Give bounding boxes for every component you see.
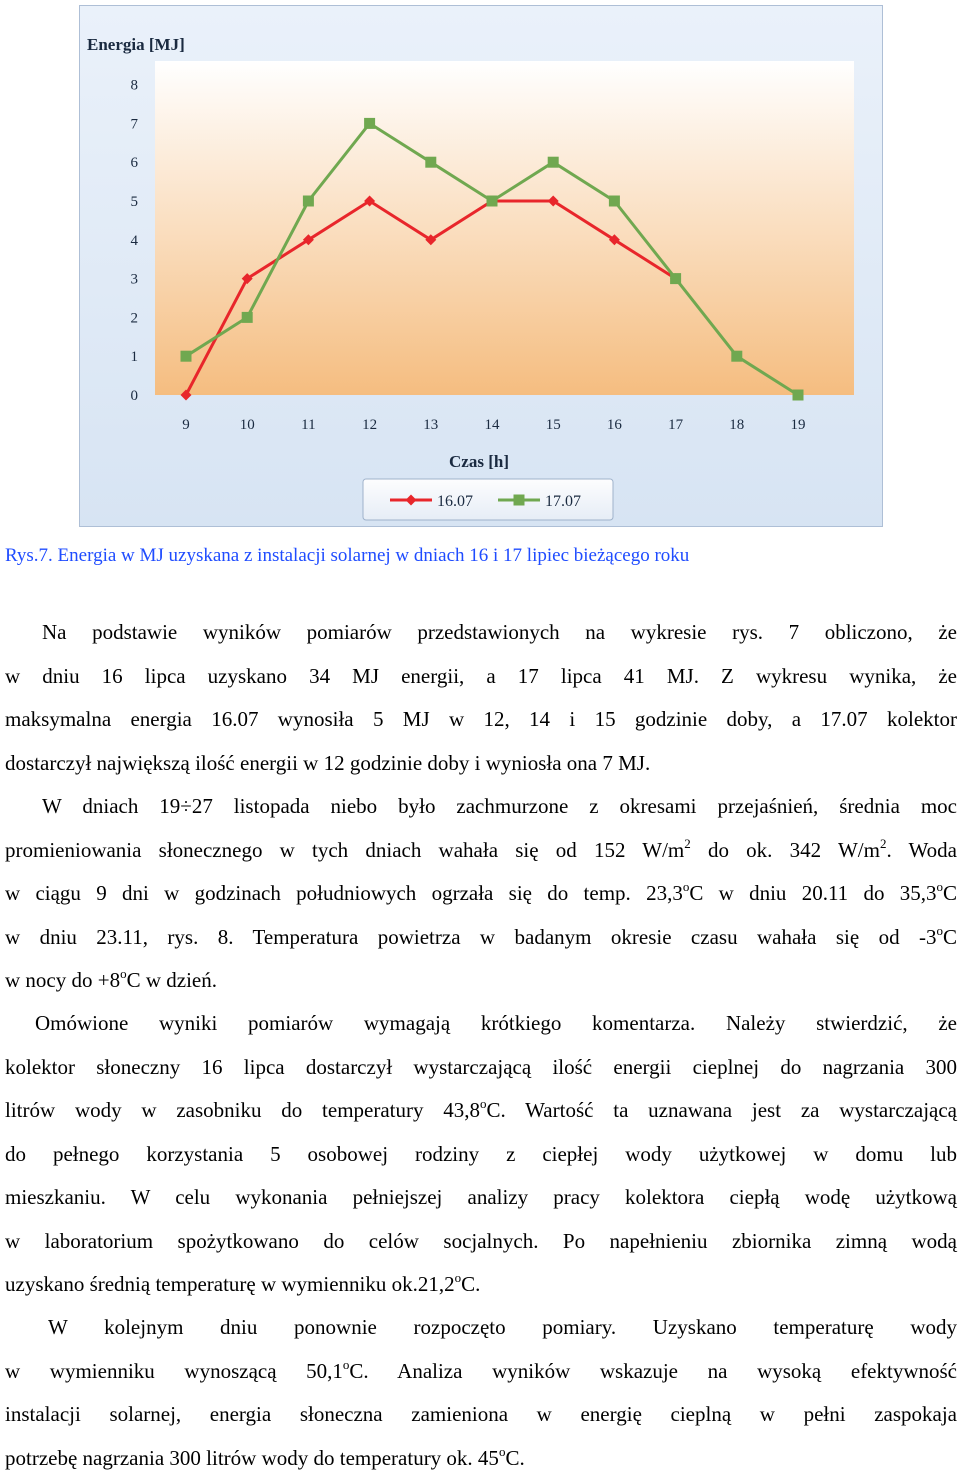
data-point (303, 196, 314, 207)
y-tick-label: 3 (130, 271, 138, 288)
p2-line-4: w dniu 23.11, rys. 8. Temperatura powietrza w badanym okresie czasu wahała się od -3$^o$C (5, 922, 957, 949)
data-point (425, 157, 436, 168)
p2-line-5: w nocy do $+8^oC$ w dzień. (5, 966, 217, 992)
x-tick-label: 13 (423, 417, 439, 433)
legend-marker (514, 495, 525, 506)
y-tick-label: 8 (130, 77, 138, 94)
plot-area (155, 61, 854, 395)
x-tick-label: 12 (362, 417, 378, 433)
data-point (670, 273, 681, 284)
data-point (548, 157, 559, 168)
p3-line-6: w laboratorium spożytkowano do celów socjalnych. Po napełnieniu zbiornika zimną wodą (5, 1228, 957, 1253)
p3-line-7: uzyskano średnią temperaturę w wymienniku ok.21,2$^o$C. (5, 1270, 481, 1296)
data-point (242, 312, 253, 323)
x-tick-label: 14 (484, 417, 500, 433)
p1-line-4: dostarczył największą ilość energii w 12 godzinie doby i wyniosła ona 7 MJ. (5, 750, 651, 775)
y-tick-label: 0 (130, 388, 138, 404)
p3-line-3: litrów wody w zasobniku do temperatury 43,8$^o$C. Wartość ta uznawana jest za wystarczającą (5, 1096, 957, 1122)
p4-line-1: W kolejnym dniu ponownie rozpoczęto pomiary. Uzyskano temperaturę wody (48, 1315, 957, 1339)
p3-line-2: kolektor słoneczny 16 lipca dostarczył wystarczającą ilość energii cieplnej do nagrzania 300 (5, 1054, 957, 1079)
data-point (793, 390, 804, 401)
x-tick-label: 19 (790, 417, 806, 433)
x-tick-label: 9 (182, 417, 190, 433)
legend-label: 16.07 (437, 493, 473, 510)
data-point (181, 351, 192, 362)
legend-label: 17.07 (545, 493, 581, 510)
p2-line-3: w ciągu 9 dni w godzinach południowych ogrzała się do temp. 23,3$^o$C w dniu 20.11 do 35,3$^o$C (5, 879, 957, 905)
y-axis-title: Energia [MJ] (87, 35, 185, 54)
p3-line-4: do pełnego korzystania 5 osobowej rodziny z ciepłej wody użytkowej w domu lub (5, 1141, 957, 1166)
p1-line-3: maksymalna energia 16.07 wynosiła 5 MJ w 12, 14 i 15 godzinie doby, a 17.07 kolektor (5, 707, 957, 731)
paragraph-3 (5, 1002, 957, 1307)
p1-line-1: Na podstawie wyników pomiarów przedstawionych na wykresie rys. 7 obliczono, że (42, 620, 957, 644)
y-tick-label: 4 (130, 232, 138, 249)
p4-line-2: w wymienniku wynoszącą 50,1$^o$C. Analiza wyników wskazuje na wysoką efektywność (5, 1356, 957, 1383)
data-point (609, 196, 620, 207)
p4-line-4: potrzebę nagrzania 300 litrów wody do temperatury ok. 45$^o$C. (5, 1443, 525, 1470)
chart-frame (79, 5, 883, 527)
y-tick-label: 2 (130, 310, 138, 327)
x-tick-label: 18 (729, 417, 745, 433)
p3-line-1: Omówione wyniki pomiarów wymagają krótkiego komentarza. Należy stwierdzić, że (35, 1011, 957, 1035)
y-tick-label: 1 (130, 349, 138, 366)
p3-line-5: mieszkaniu. W celu wykonania pełniejszej analizy pracy kolektora ciepłą wodę użytkową (5, 1185, 957, 1209)
legend (363, 479, 613, 520)
line-chart (80, 6, 884, 528)
data-point (487, 196, 498, 207)
figure-caption: Rys.7. Energia w MJ uzyskana z instalacji solarnej w dniach 16 i 17 lipiec bieżącego roku (5, 545, 690, 566)
x-tick-label: 17 (668, 417, 684, 433)
p1-line-2: w dniu 16 lipca uzyskano 34 MJ energii, a 17 lipca 41 MJ. Z wykresu wynika, że (5, 663, 957, 688)
y-tick-label: 7 (130, 116, 138, 133)
p2-line-1: W dniach 19÷27 listopada niebo było zachmurzone z okresami przejaśnień, średnia moc (42, 794, 957, 818)
p4-line-3: instalacji solarnej, energia słoneczna zamieniona w energię cieplną w pełni zaspokaja (5, 1402, 957, 1426)
paragraph-4 (5, 1306, 957, 1480)
data-point (731, 351, 742, 362)
x-tick-label: 16 (606, 417, 622, 433)
x-axis-title: Czas [h] (449, 452, 509, 471)
paragraph-2 (5, 785, 957, 1003)
data-point (364, 118, 375, 129)
paragraph-1 (5, 611, 957, 785)
y-tick-label: 6 (130, 155, 138, 172)
x-tick-label: 15 (545, 417, 561, 433)
y-tick-label: 5 (130, 194, 138, 210)
x-tick-label: 11 (301, 417, 316, 433)
p2-line-2: promieniowania słonecznego w tych dniach wahała się od 152 $W/m^2$ do ok. 342 $W/m^2$. Woda (5, 835, 957, 862)
x-tick-label: 10 (239, 417, 255, 433)
